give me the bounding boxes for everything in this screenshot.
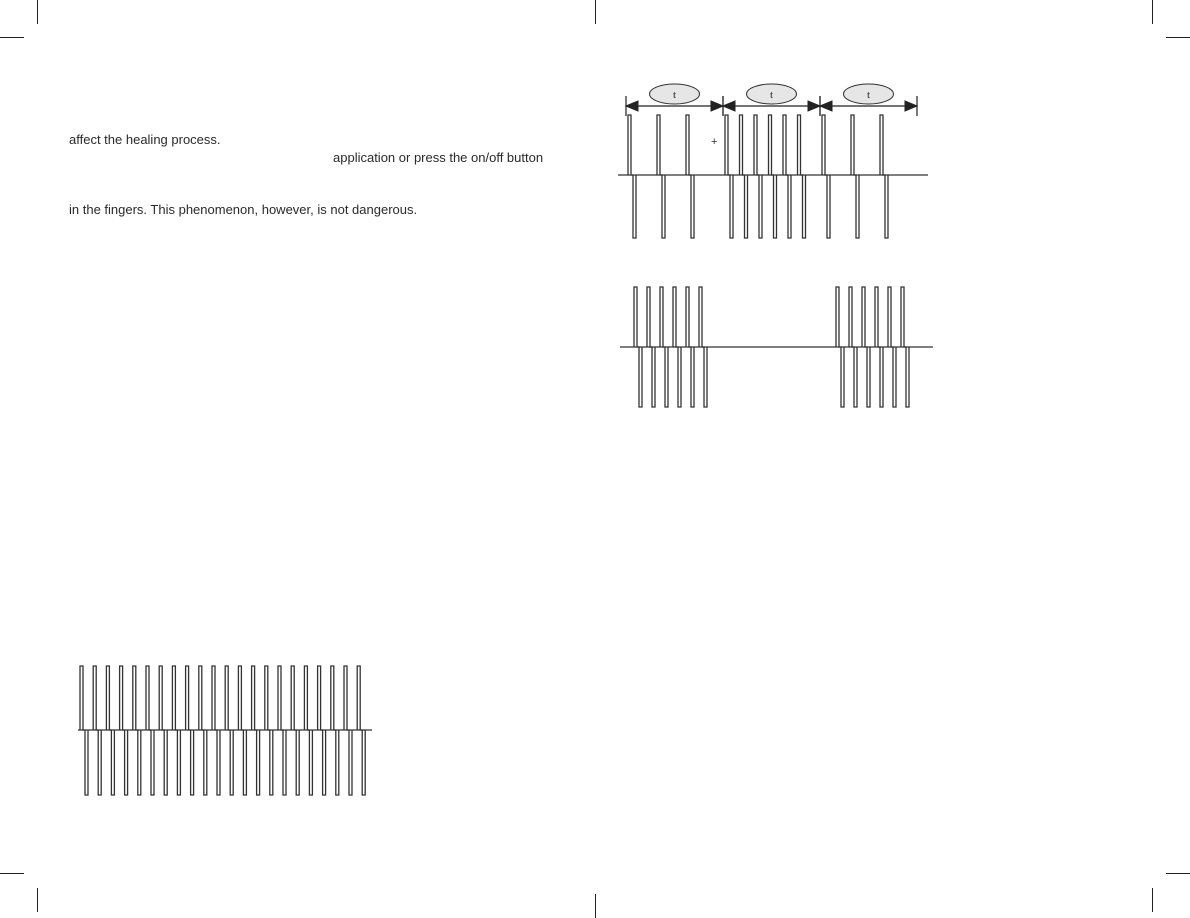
pulse	[740, 115, 748, 238]
arrowhead-left	[820, 101, 832, 111]
arrowhead-right	[711, 101, 723, 111]
pulse	[798, 115, 806, 238]
arrowhead-right	[905, 101, 917, 111]
pulse	[851, 115, 859, 238]
crop-mark-bottom-right	[1152, 888, 1153, 912]
pulse	[754, 115, 762, 238]
pulse	[725, 115, 733, 238]
arrowhead-left	[723, 101, 735, 111]
crop-mark-bottom-left	[37, 888, 38, 912]
interval-label: t	[866, 89, 871, 101]
plus-annotation: +	[711, 136, 718, 148]
crop-mark-bottom-center	[595, 894, 596, 918]
arrowhead-left	[626, 101, 638, 111]
text-line-on-off: application or press the on/off button	[333, 150, 544, 165]
interval-label: t	[769, 89, 774, 101]
crop-mark-top-right-h	[1166, 37, 1190, 38]
crop-mark-top-left-h	[0, 37, 24, 38]
crop-mark-bottom-left-h	[0, 873, 24, 874]
pulse	[657, 115, 665, 238]
crop-mark-top-left	[37, 0, 38, 24]
text-line-healing: affect the healing process.	[69, 132, 221, 147]
pulse	[769, 115, 777, 238]
pulse	[822, 115, 830, 238]
pulse	[783, 115, 791, 238]
pulse	[686, 115, 694, 238]
interval-label: t	[672, 89, 677, 101]
waveform-interval-figure	[618, 80, 938, 240]
arrowhead-right	[808, 101, 820, 111]
waveform-burst-figure	[620, 282, 935, 412]
crop-mark-bottom-right-h	[1166, 873, 1190, 874]
text-line-fingers: in the fingers. This phenomenon, however, is not dangerous.	[69, 202, 418, 217]
pulse	[628, 115, 636, 238]
crop-mark-top-right	[1152, 0, 1153, 24]
crop-mark-top-center	[595, 0, 596, 24]
waveform-continuous-figure	[76, 660, 376, 800]
pulse	[880, 115, 888, 238]
